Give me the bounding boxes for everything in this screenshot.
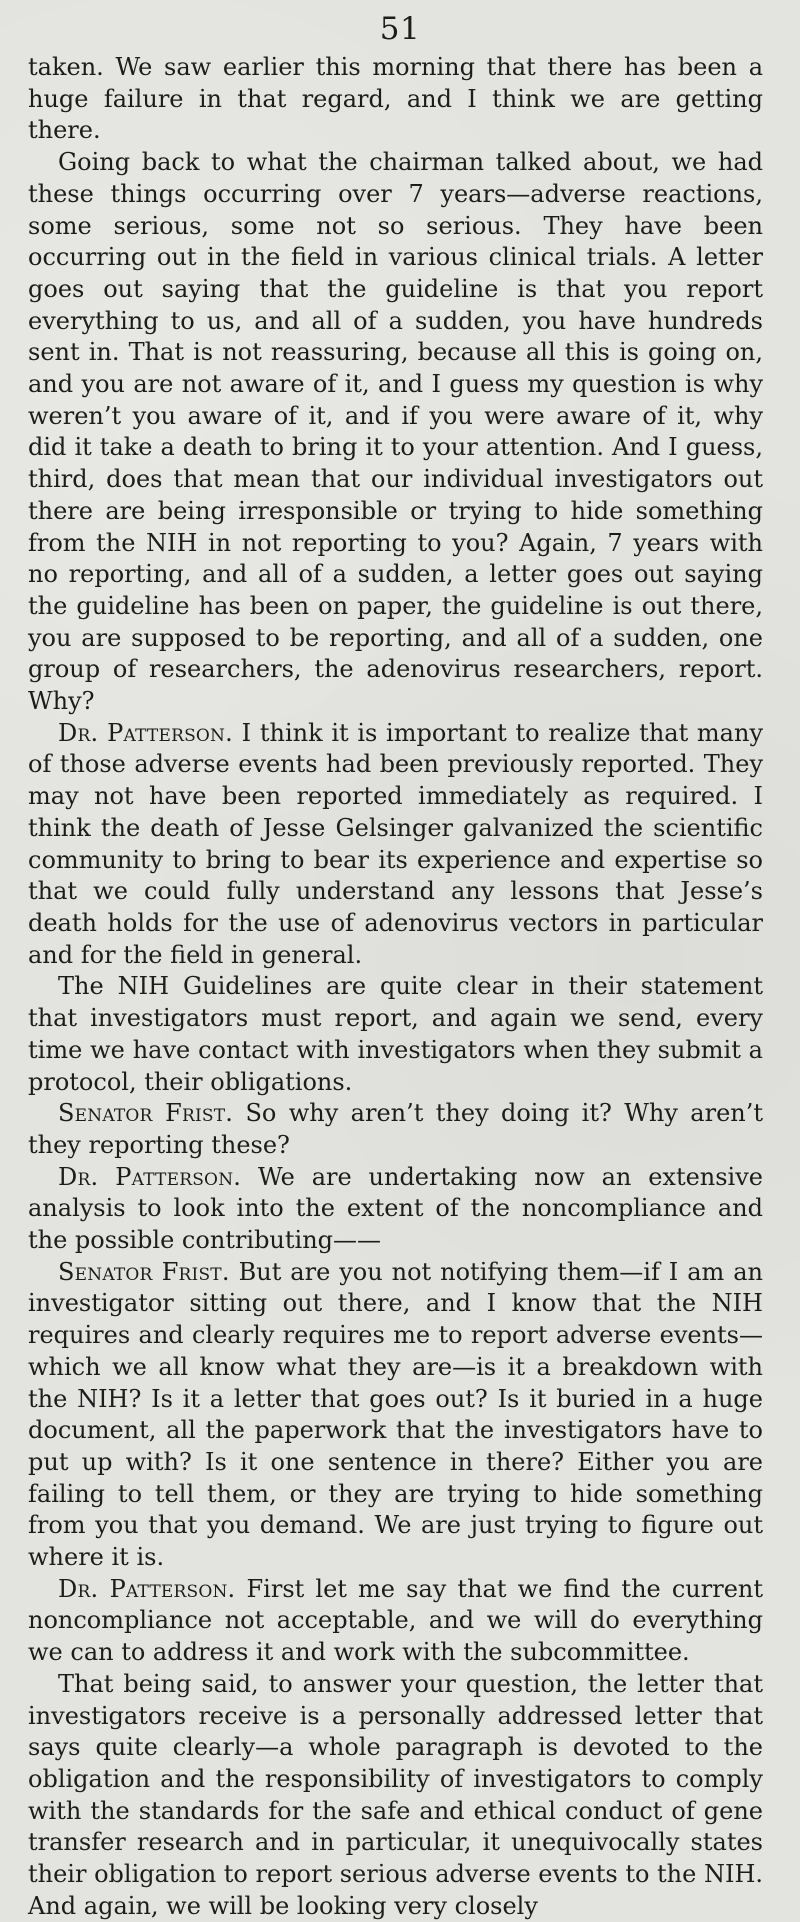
page-number: 51 (379, 11, 421, 47)
speaker-name: Senator Frist. (58, 1257, 230, 1286)
paragraph (28, 718, 763, 972)
speaker-name: Dr. Patterson. (58, 1574, 236, 1603)
paragraph-text: We are undertaking now an extensive analysis to look into the extent of the noncompliance and the possible contributing—— (28, 1162, 763, 1255)
paragraph-text: So why aren’t they doing it? Why aren’t they reporting these? (28, 1099, 764, 1159)
paragraph (28, 52, 763, 147)
paragraph (28, 1257, 763, 1574)
paragraph-text: First let me say that we find the current noncompliance not acceptable, and we will do everything we can to address it and work with the subcommittee. (28, 1574, 764, 1667)
paragraph (28, 971, 763, 1098)
paragraph (28, 1574, 763, 1669)
transcript-body (28, 52, 763, 1922)
paragraph (28, 1669, 763, 1922)
speaker-name: Senator Frist. (58, 1099, 234, 1128)
paragraph-text: taken. We saw earlier this morning that there has been a huge failure in that regard, and I think we are getting there. (28, 53, 763, 145)
paragraph (28, 1098, 763, 1161)
paragraph (28, 1162, 763, 1257)
paragraph (28, 147, 763, 718)
speaker-name: Dr. Patterson. (58, 718, 233, 747)
paragraph-text: The NIH Guidelines are quite clear in their statement that investigators must report, and again we send, every time we have contact with investigators when they submit a protocol, their obligations. (28, 972, 763, 1096)
paragraph-text: But are you not notifying them—if I am an investigator sitting out there, and I know that the NIH requires and clearly requires me to report adverse events—which we all know what they are—is it a breakdown with the NIH? Is it a letter that goes out? Is it buried in a huge document, all the paperwork that the investigators have to put up with? Is it one sentence in there? Either you are failing to tell them, or they are trying to hide something from you that you demand. We are just trying to figure out where it is. (28, 1257, 764, 1572)
paragraph-text: I think it is important to realize that many of those adverse events had been previously reported. They may not have been reported immediately as required. I think the death of Jesse Gelsinger galvanized the scientific community to bring to bear its experience and expertise so that we could fully understand any lessons that Jesse’s death holds for the use of adenovirus vectors in particular and for the field in general. (28, 718, 764, 969)
paragraph-text: That being said, to answer your question, the letter that investigators receive is a personally addressed letter that says quite clearly—a whole paragraph is devoted to the obligation and the responsibility of investigators to comply with the standards for the safe and ethical conduct of gene transfer research and in particular, it unequivocally states their obligation to report serious adverse events to the NIH. And again, we will be looking very closely (28, 1669, 764, 1920)
speaker-name: Dr. Patterson. (58, 1162, 242, 1191)
paragraph-text: Going back to what the chairman talked about, we had these things occurring over 7 years—adverse reactions, some serious, some not so serious. They have been occurring out in the field in various clinical trials. A letter goes out saying that the guideline is that you report everything to us, and all of a sudden, you have hundreds sent in. That is not reassuring, because all this is going on, and you are not aware of it, and I guess my question is why weren’t you aware of it, and if you were aware of it, why did it take a death to bring it to your attention. And I guess, third, does that mean that our individual investigators out there are being irresponsible or trying to hide something from the NIH in not reporting to you? Again, 7 years with no reporting, and all of a sudden, a letter goes out saying the guideline has been on paper, the guideline is out there, you are supposed to be reporting, and all of a sudden, one group of researchers, the adenovirus researchers, report. Why? (28, 148, 763, 716)
